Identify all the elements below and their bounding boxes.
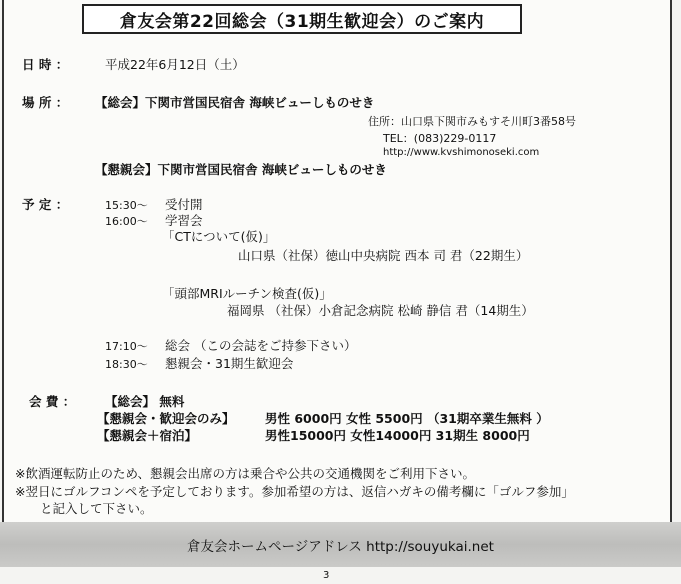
date-value: 平成22年6月12日（土）	[105, 57, 245, 72]
fee-party-label: 【懇親会・歓迎会のみ】	[97, 411, 235, 426]
page-number: 3	[323, 570, 330, 581]
schedule-time-4: 18:30～	[105, 358, 148, 371]
schedule-time-1: 15:30～	[105, 199, 148, 212]
lecture-1-speaker: 山口県（社保）徳山中央病院 西本 司 君（22期生）	[238, 248, 529, 263]
lecture-2-title: 「頭部MRIルーチン検査(仮)」	[162, 286, 332, 301]
venue-party: 【懇親会】下関市営国民宿舎 海峡ビューしものせき	[95, 162, 387, 177]
schedule-time-3: 17:10～	[105, 340, 148, 353]
schedule-event-4: 懇親会・31期生歓迎会	[165, 356, 294, 371]
date-label: 日 時 ：	[22, 57, 69, 72]
venue-main: 【総会】下関市営国民宿舎 海峡ビューしものせき	[95, 95, 375, 110]
venue-address: 住所：山口県下関市みもすそ川町3番58号	[368, 115, 576, 128]
homepage-footer	[0, 522, 681, 567]
page-title	[82, 4, 522, 34]
fee-party-stay-label: 【懇親会＋宿泊】	[97, 428, 198, 443]
schedule-label: 予 定 ：	[22, 197, 69, 212]
homepage-address: 倉友会ホームページアドレス http://souyukai.net	[187, 538, 494, 555]
title-text: 倉友会第22回総会（31期生歓迎会）のご案内	[119, 11, 485, 32]
venue-tel: TEL：(083)229-0117	[383, 132, 497, 145]
note-drunk-driving: ※飲酒運転防止のため、懇親会出席の方は乗合や公共の交通機関をご利用下さい。	[15, 466, 475, 481]
note-golf: ※翌日にゴルフコンペを予定しております。参加希望の方は、返信ハガキの備考欄に「ゴルフ参加」	[15, 484, 574, 499]
fee-party-stay-value: 男性15000円 女性14000円 31期生 8000円	[265, 428, 530, 443]
fee-label: 会 費 ：	[29, 394, 76, 409]
venue-url: http://www.kvshimonoseki.com	[383, 147, 540, 158]
fee-general-meeting: 【総会】 無料	[105, 394, 185, 409]
schedule-time-2: 16:00～	[105, 215, 148, 228]
lecture-1-title: 「CTについて(仮)」	[162, 229, 276, 244]
fee-party-value: 男性 6000円 女性 5500円 （31期卒業生無料 ）	[265, 411, 549, 426]
schedule-event-1: 受付開	[165, 197, 203, 212]
note-golf-continued: と記入して下さい。	[40, 501, 153, 516]
lecture-2-speaker: 福岡県 （社保）小倉記念病院 松崎 静信 君（14期生）	[227, 303, 534, 318]
schedule-event-3: 総会 （この会誌をご持参下さい）	[165, 338, 357, 353]
venue-label: 場 所 ：	[22, 95, 69, 110]
schedule-event-2: 学習会	[165, 213, 203, 228]
